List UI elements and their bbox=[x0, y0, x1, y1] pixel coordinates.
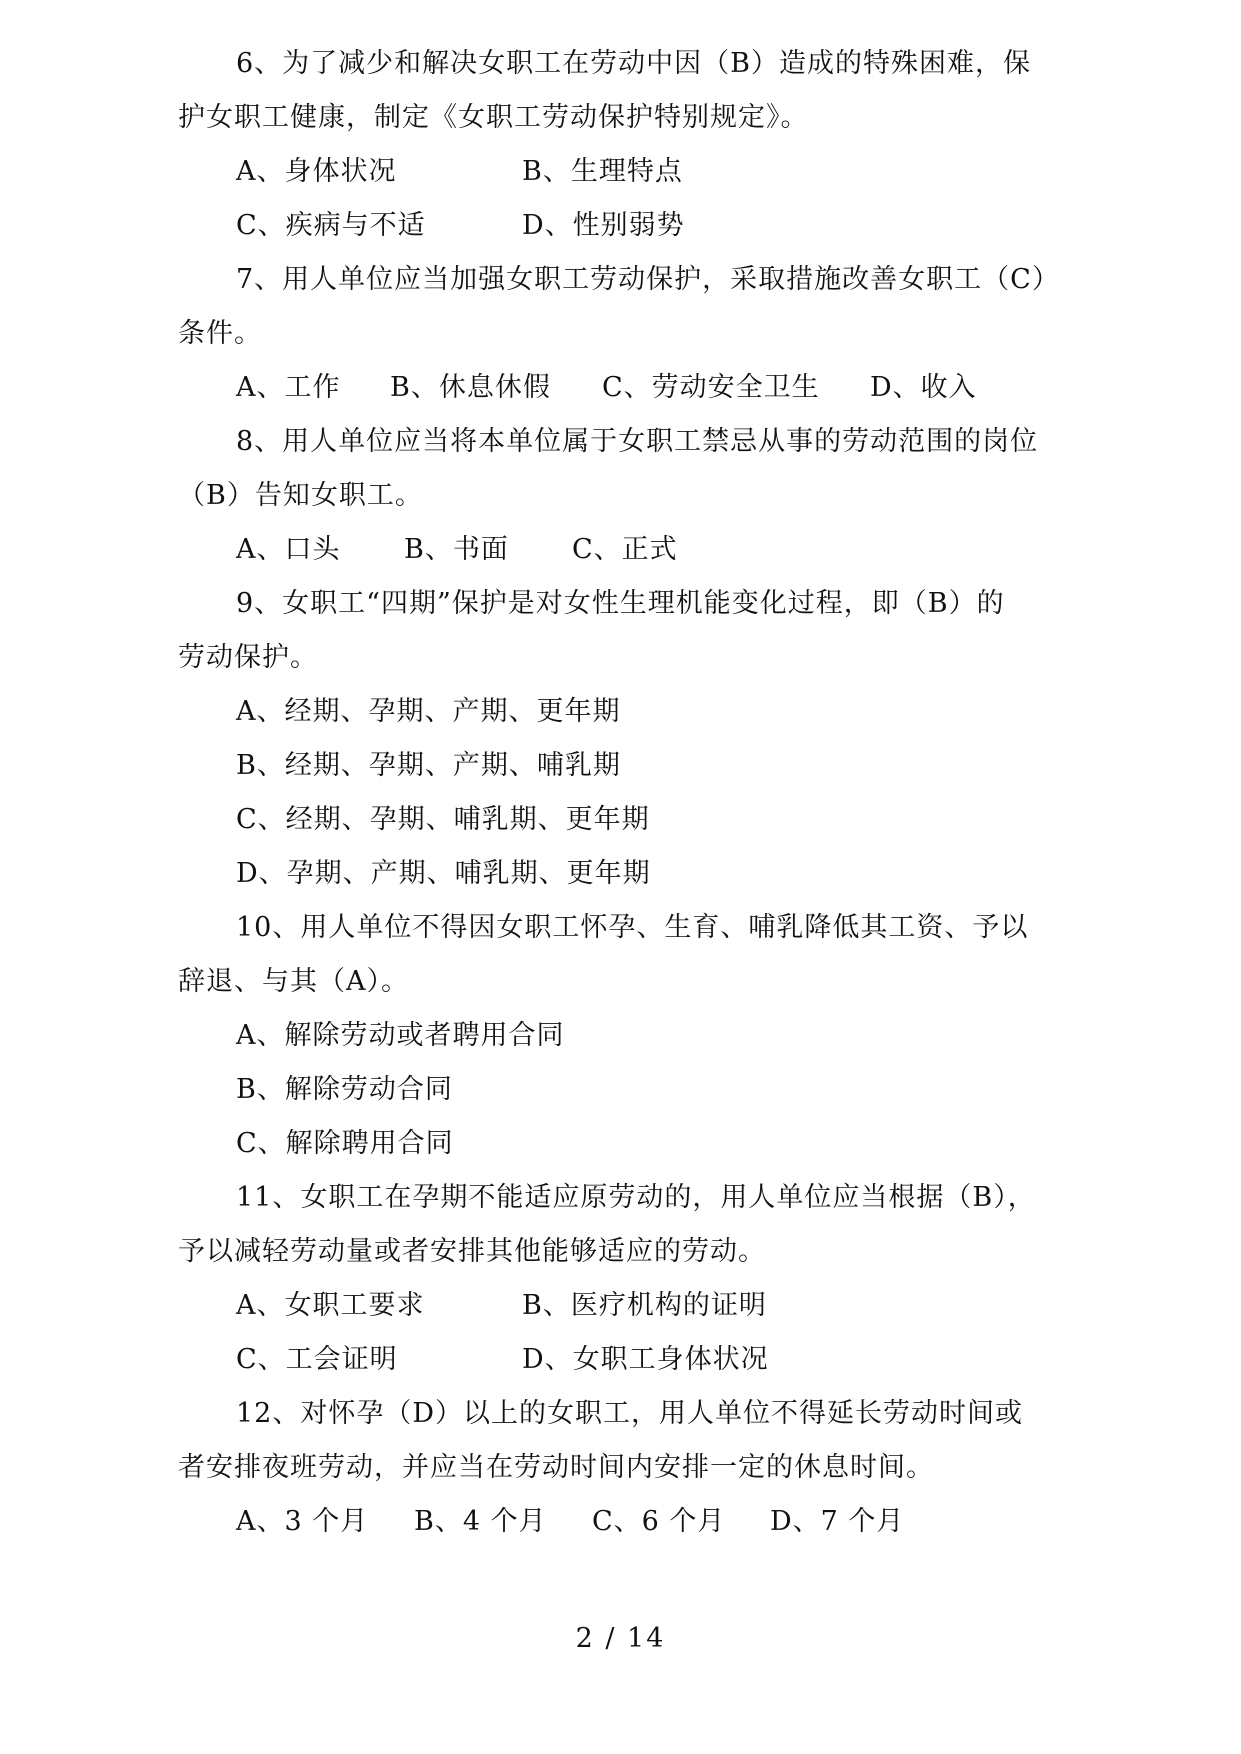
option-a: A、女职工要求 bbox=[236, 1290, 425, 1321]
option-c: C、疾病与不适 bbox=[236, 210, 426, 241]
option-a: A、身体状况 bbox=[236, 156, 397, 187]
option-d: D、女职工身体状况 bbox=[522, 1344, 769, 1375]
option-a: A、3 个月 bbox=[236, 1506, 369, 1537]
question-11-options-row-2 bbox=[236, 1340, 1076, 1380]
option-b: B、休息休假 bbox=[390, 372, 551, 403]
option-b: B、4 个月 bbox=[414, 1506, 547, 1537]
option-b: B、生理特点 bbox=[522, 156, 683, 187]
option-b: B、医疗机构的证明 bbox=[522, 1290, 767, 1321]
question-8-line-2: （B）告知女职工。 bbox=[178, 480, 423, 511]
question-9-option-d: D、孕期、产期、哺乳期、更年期 bbox=[236, 858, 651, 889]
question-6-options-row-1 bbox=[236, 152, 1076, 192]
question-9-line-1: 9、女职工“四期”保护是对女性生理机能变化过程，即（B）的 bbox=[236, 588, 1005, 619]
option-c: C、劳动安全卫生 bbox=[602, 372, 820, 403]
question-8-options-row bbox=[236, 530, 1076, 570]
question-9-line-2: 劳动保护。 bbox=[178, 642, 318, 673]
question-7-line-1: 7、用人单位应当加强女职工劳动保护，采取措施改善女职工（C） bbox=[236, 264, 1060, 295]
question-7-line-2: 条件。 bbox=[178, 318, 262, 349]
option-b: B、书面 bbox=[404, 534, 509, 565]
question-9-option-c: C、经期、孕期、哺乳期、更年期 bbox=[236, 804, 650, 835]
question-10-line-2: 辞退、与其（A）。 bbox=[178, 966, 409, 997]
question-12-line-1: 12、对怀孕（D）以上的女职工，用人单位不得延长劳动时间或 bbox=[236, 1398, 1024, 1429]
option-a: A、工作 bbox=[236, 372, 341, 403]
option-c: C、工会证明 bbox=[236, 1344, 398, 1375]
question-9-option-b: B、经期、孕期、产期、哺乳期 bbox=[236, 750, 621, 781]
option-a: A、口头 bbox=[236, 534, 341, 565]
question-12-options-row bbox=[236, 1502, 1076, 1542]
question-10-option-b: B、解除劳动合同 bbox=[236, 1074, 453, 1105]
question-11-line-2: 予以减轻劳动量或者安排其他能够适应的劳动。 bbox=[178, 1236, 766, 1267]
option-c: C、6 个月 bbox=[592, 1506, 726, 1537]
option-d: D、7 个月 bbox=[770, 1506, 905, 1537]
question-10-option-c: C、解除聘用合同 bbox=[236, 1128, 454, 1159]
question-8-line-1: 8、用人单位应当将本单位属于女职工禁忌从事的劳动范围的岗位 bbox=[236, 426, 1039, 457]
question-6-options-row-2 bbox=[236, 206, 1076, 246]
option-d: D、收入 bbox=[870, 372, 977, 403]
question-10-line-1: 10、用人单位不得因女职工怀孕、生育、哺乳降低其工资、予以 bbox=[236, 912, 1029, 943]
page-number: 2 / 14 bbox=[575, 1623, 666, 1654]
question-7-options-row bbox=[236, 368, 1076, 408]
question-6-line-2: 护女职工健康，制定《女职工劳动保护特别规定》。 bbox=[178, 102, 809, 133]
question-11-line-1: 11、女职工在孕期不能适应原劳动的，用人单位应当根据（B）， bbox=[236, 1182, 1036, 1213]
question-6-line-1: 6、为了减少和解决女职工在劳动中因（B）造成的特殊困难，保 bbox=[236, 48, 1032, 79]
option-d: D、性别弱势 bbox=[522, 210, 685, 241]
question-10-option-a: A、解除劳动或者聘用合同 bbox=[236, 1020, 565, 1051]
option-c: C、正式 bbox=[572, 534, 678, 565]
question-12-line-2: 者安排夜班劳动，并应当在劳动时间内安排一定的休息时间。 bbox=[178, 1452, 934, 1483]
question-11-options-row-1 bbox=[236, 1286, 1076, 1326]
question-9-option-a: A、经期、孕期、产期、更年期 bbox=[236, 696, 621, 727]
